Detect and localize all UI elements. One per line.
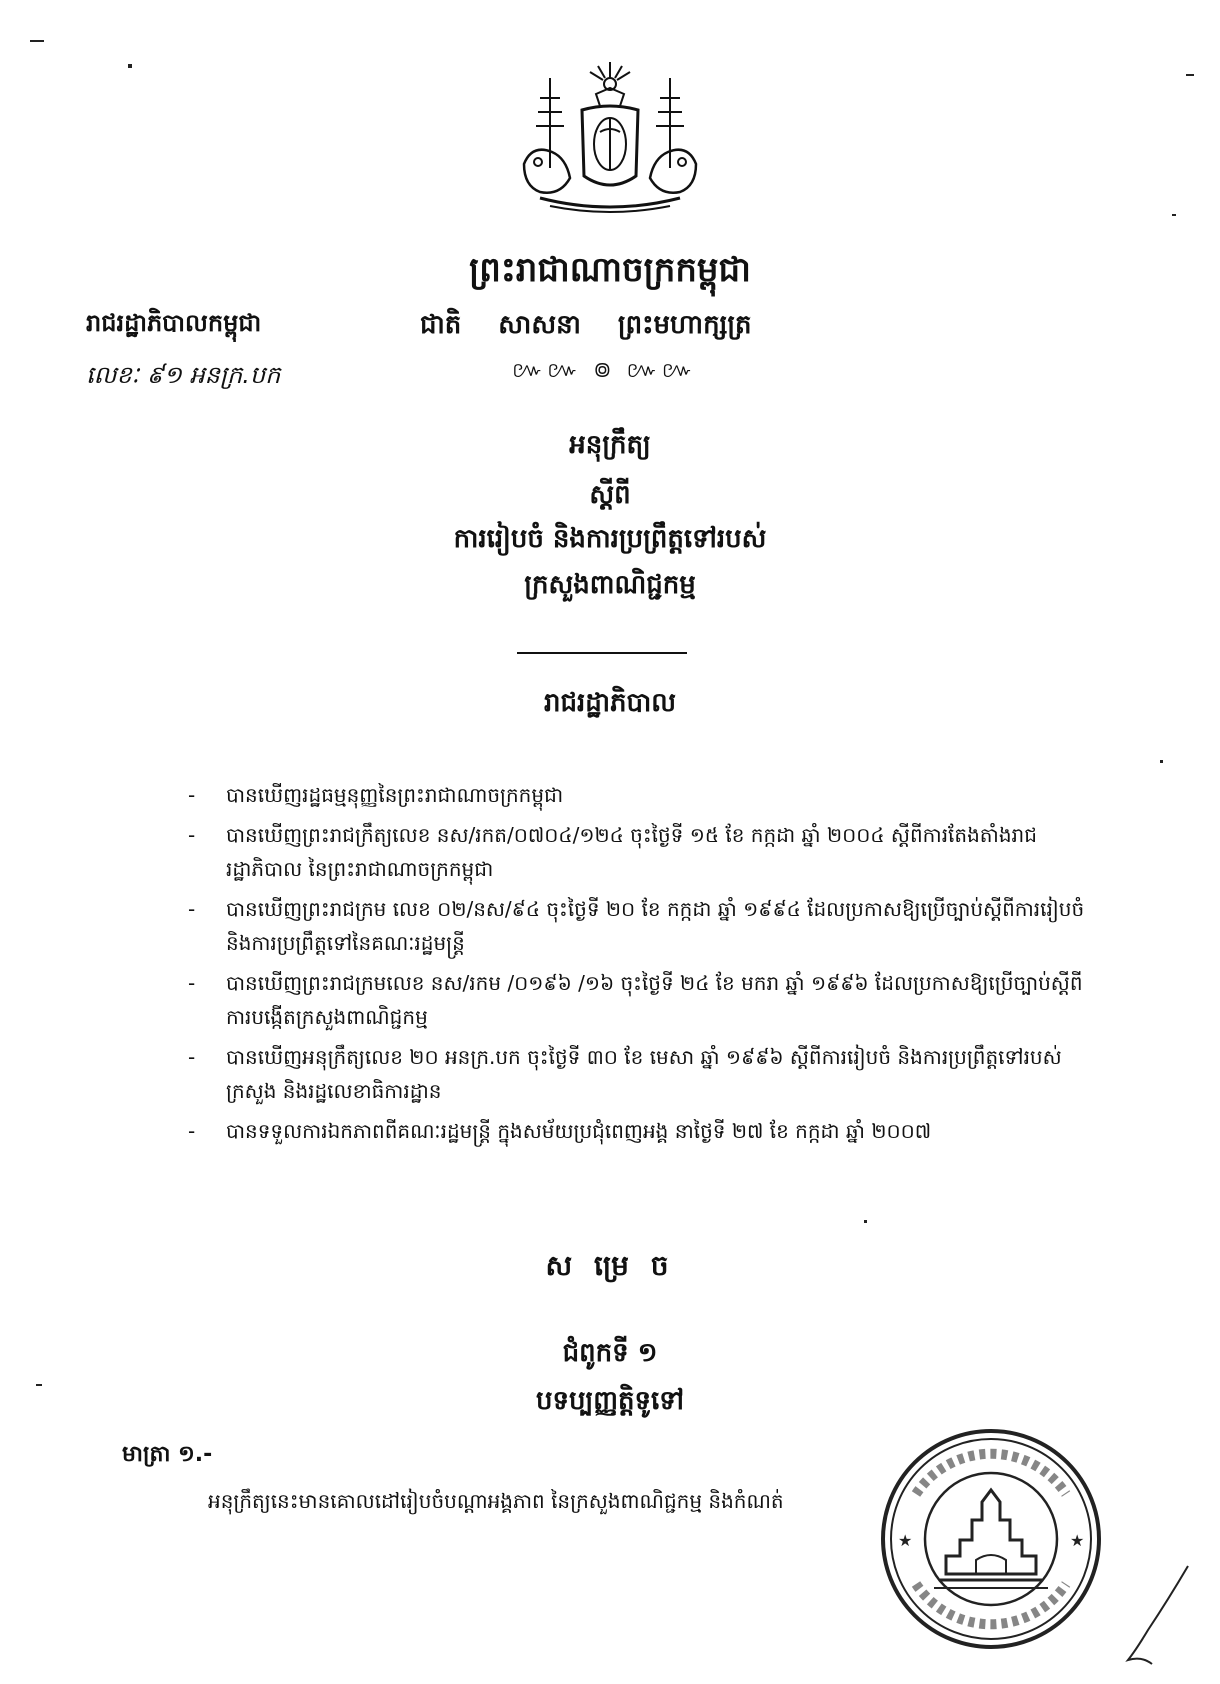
national-motto: ជាតិ សាសនា ព្រះមហាក្សត្រ: [420, 310, 752, 340]
list-item: - បានឃើញព្រះរាជក្រឹត្យលេខ នស/រកត/០៧០៤/១២៤ ចុះថ្ងៃទី ១៥ ខែ កក្កដា ឆ្នាំ ២០០៤ ស្តីពីការតែងតាំងរាជរដ្ឋាភិបាល នៃព្រះរាជាណាចក្រកម្ពុជា: [188, 823, 1037, 881]
signature-mark: [1108, 1560, 1198, 1670]
kingdom-heading: ព្រះរាជាណាចក្រកម្ពុជា: [469, 250, 751, 290]
title-line-2: ស្តីពី: [589, 480, 631, 510]
ornament: ៚៚ ៙ ៚៚: [512, 358, 697, 383]
scan-speck: [36, 1384, 42, 1386]
list-item: - បានឃើញរដ្ឋធម្មនុញ្ញនៃព្រះរាជាណាចក្រកម្ពុជា: [188, 783, 564, 807]
scan-speck: [1172, 214, 1176, 216]
list-item: - បានទទួលការឯកភាពពីគណៈរដ្ឋមន្ត្រី ក្នុងសម័យប្រជុំពេញអង្គ នាថ្ងៃទី ២៧ ខែ កក្កដា ឆ្នាំ ២០០៧: [188, 1119, 932, 1143]
list-item: - បានឃើញអនុក្រឹត្យលេខ ២០ អនក្រ.បក ចុះថ្ងៃទី ៣០ ខែ មេសា ឆ្នាំ ១៩៩៦ ស្តីពីការរៀបចំ និងការប្រព្រឹត្តទៅរបស់ក្រសួង និងរដ្ឋលេខាធិការដ្ឋាន: [188, 1045, 1062, 1103]
scan-speck: [1160, 760, 1163, 763]
svg-text:★: ★: [898, 1531, 913, 1550]
title-line-4: ក្រសួងពាណិជ្ជកម្ម: [524, 570, 696, 600]
issuer-name: រាជរដ្ឋាភិបាលកម្ពុជា: [86, 309, 262, 337]
title-line-3: ការរៀបចំ និងការប្រព្រឹត្តទៅរបស់: [453, 524, 767, 554]
list-item: - បានឃើញព្រះរាជក្រម លេខ ០២/នស/៩៤ ចុះថ្ងៃទី ២០ ខែ កក្កដា ឆ្នាំ ១៩៩៤ ដែលប្រកាសឱ្យប្រើច្បាប់ស្តីពីការរៀបចំ និងការប្រព្រឹត្តទៅនៃគណៈរដ្ឋមន្ត្រី: [188, 897, 1085, 955]
royal-coat-of-arms: [510, 58, 710, 218]
divider: [517, 652, 687, 654]
official-seal: [876, 1424, 1106, 1654]
preamble-list: [188, 778, 1088, 1154]
scan-speck: [128, 64, 132, 68]
scan-speck: [864, 1220, 867, 1223]
scan-speck: [1186, 74, 1194, 76]
svg-text:★: ★: [1070, 1531, 1085, 1550]
government-heading: រាជរដ្ឋាភិបាល: [543, 688, 677, 718]
article-text: អនុក្រឹត្យនេះមានគោលដៅរៀបចំបណ្តាអង្គភាព នៃក្រសួងពាណិជ្ជកម្ម និងកំណត់: [208, 1489, 784, 1513]
chapter-title: បទប្បញ្ញត្តិទូទៅ: [535, 1386, 685, 1416]
article-label: មាត្រា ១.-: [122, 1442, 213, 1467]
document-number: លេខៈ ៩១ អនក្រ.បក: [86, 361, 281, 389]
chapter-heading: ជំពូកទី ១: [562, 1338, 658, 1368]
list-item: - បានឃើញព្រះរាជក្រមលេខ នស/រកម /០១៩៦ /១៦ ចុះថ្ងៃទី ២៤ ខែ មករា ឆ្នាំ ១៩៩៦ ដែលប្រកាសឱ្យប្រើច្បាប់ស្តីពីការបង្កើតក្រសួងពាណិជ្ជកម្ម: [188, 971, 1083, 1029]
scan-speck: [30, 40, 44, 42]
decides-heading: ស ម្រេ ច: [545, 1249, 675, 1282]
title-line-1: អនុក្រឹត្យ: [569, 430, 651, 460]
